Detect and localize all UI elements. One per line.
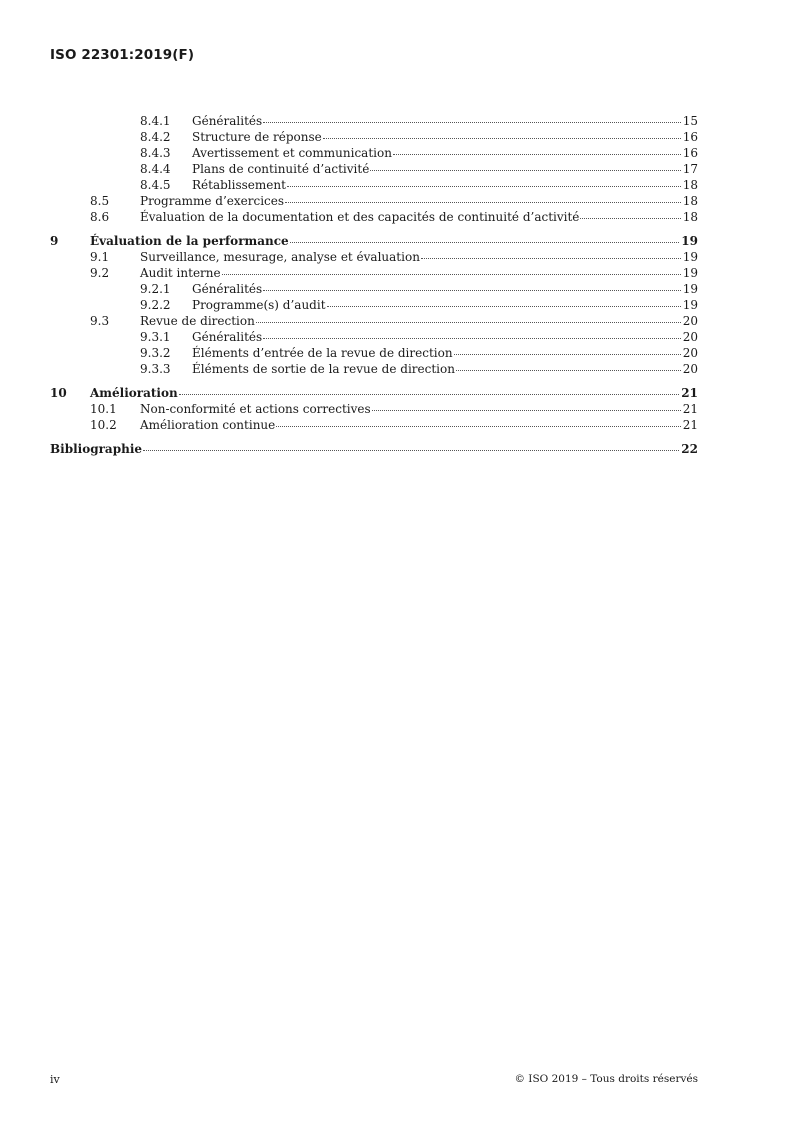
- toc-title: Surveillance, mesurage, analyse et évaluation: [140, 250, 420, 264]
- dot-leader: [263, 338, 681, 339]
- toc-entry-8-5[interactable]: [50, 193, 698, 209]
- toc-entry-8-6[interactable]: [50, 209, 698, 225]
- toc-title: Éléments de sortie de la revue de direction: [192, 362, 455, 376]
- toc-page: 17: [682, 162, 698, 176]
- toc-entry-8-4-4[interactable]: [50, 161, 698, 177]
- toc-number: 8.5: [90, 194, 110, 208]
- toc-title: Non-conformité et actions correctives: [140, 402, 371, 416]
- toc-number: 9: [50, 234, 59, 248]
- toc-title: Évaluation de la documentation et des capacités de continuité d’activité: [140, 210, 580, 224]
- toc-entry-8-4-3[interactable]: [50, 145, 698, 161]
- toc-page: 19: [682, 250, 698, 264]
- toc-number: 9.3: [90, 314, 110, 328]
- toc-number: 8.4.1: [140, 114, 171, 128]
- toc-number: 10.2: [90, 418, 117, 432]
- dot-leader: [372, 410, 681, 411]
- toc-entry-10-1[interactable]: [50, 401, 698, 417]
- toc-page: 19: [681, 234, 698, 248]
- dot-leader: [454, 354, 681, 355]
- toc-page: 20: [682, 330, 698, 344]
- toc-number: 9.3.2: [140, 346, 171, 360]
- toc-entry-10-2[interactable]: [50, 417, 698, 433]
- dot-leader: [323, 138, 681, 139]
- toc-number: 10: [50, 386, 67, 400]
- toc-number: 9.2: [90, 266, 110, 280]
- dot-leader: [143, 450, 679, 451]
- toc-entry-9-3-1[interactable]: [50, 329, 698, 345]
- toc-page: 20: [682, 346, 698, 360]
- toc-title: Évaluation de la performance: [90, 234, 289, 248]
- toc-entry-9-2-2[interactable]: [50, 297, 698, 313]
- toc-entry-8-4-5[interactable]: [50, 177, 698, 193]
- toc-entry-9-2-1[interactable]: [50, 281, 698, 297]
- toc-entry-8-4-2[interactable]: [50, 129, 698, 145]
- toc-title: Amélioration: [90, 386, 178, 400]
- toc-page: 18: [682, 178, 698, 192]
- toc-page: 15: [682, 114, 698, 128]
- dot-leader: [256, 322, 681, 323]
- dot-leader: [263, 122, 681, 123]
- toc-entry-9-3[interactable]: [50, 313, 698, 329]
- page-number: iv: [50, 1073, 60, 1086]
- table-of-contents: [50, 113, 698, 457]
- toc-page: 21: [682, 402, 698, 416]
- toc-number: 9.2.1: [140, 282, 171, 296]
- dot-leader: [276, 426, 680, 427]
- toc-title: Programme(s) d’audit: [192, 298, 326, 312]
- toc-title: Bibliographie: [50, 442, 143, 456]
- dot-leader: [421, 258, 681, 259]
- toc-page: 19: [682, 298, 698, 312]
- toc-page: 18: [682, 210, 698, 224]
- toc-entry-9-3-3[interactable]: [50, 361, 698, 377]
- toc-title: Généralités: [192, 330, 263, 344]
- dot-leader: [179, 394, 680, 395]
- toc-page: 19: [682, 266, 698, 280]
- toc-number: 10.1: [90, 402, 117, 416]
- toc-number: 9.3.1: [140, 330, 171, 344]
- toc-number: 8.4.5: [140, 178, 171, 192]
- dot-leader: [222, 274, 681, 275]
- toc-page: 19: [682, 282, 698, 296]
- toc-number: 8.4.3: [140, 146, 171, 160]
- toc-title: Éléments d’entrée de la revue de direction: [192, 346, 453, 360]
- toc-page: 16: [682, 130, 698, 144]
- toc-entry-9-2[interactable]: [50, 265, 698, 281]
- toc-page: 21: [681, 386, 698, 400]
- toc-entry-9[interactable]: [50, 233, 698, 249]
- toc-number: 8.4.2: [140, 130, 171, 144]
- toc-page: 18: [682, 194, 698, 208]
- toc-title: Rétablissement: [192, 178, 286, 192]
- toc-entry-10[interactable]: [50, 385, 698, 401]
- toc-entry-bibliographie[interactable]: [50, 441, 698, 457]
- dot-leader: [370, 170, 680, 171]
- toc-entry-8-4-1[interactable]: [50, 113, 698, 129]
- copyright-notice: © ISO 2019 – Tous droits réservés: [514, 1073, 698, 1085]
- toc-page: 20: [682, 362, 698, 376]
- dot-leader: [287, 186, 681, 187]
- toc-title: Généralités: [192, 282, 263, 296]
- dot-leader: [393, 154, 681, 155]
- toc-page: 22: [681, 442, 698, 456]
- toc-title: Amélioration continue: [140, 418, 276, 432]
- toc-page: 20: [682, 314, 698, 328]
- toc-title: Plans de continuité d’activité: [192, 162, 370, 176]
- document-id: ISO 22301:2019(F): [50, 47, 195, 63]
- toc-title: Programme d’exercices: [140, 194, 285, 208]
- toc-entry-9-1[interactable]: [50, 249, 698, 265]
- toc-number: 9.3.3: [140, 362, 171, 376]
- toc-number: 9.2.2: [140, 298, 171, 312]
- toc-title: Audit interne: [140, 266, 221, 280]
- toc-page: 16: [682, 146, 698, 160]
- toc-page: 21: [682, 418, 698, 432]
- toc-number: 8.6: [90, 210, 110, 224]
- dot-leader: [327, 306, 681, 307]
- dot-leader: [456, 370, 681, 371]
- toc-title: Structure de réponse: [192, 130, 322, 144]
- dot-leader: [290, 242, 680, 243]
- toc-number: 8.4.4: [140, 162, 171, 176]
- toc-title: Généralités: [192, 114, 263, 128]
- dot-leader: [263, 290, 681, 291]
- toc-number: 9.1: [90, 250, 110, 264]
- toc-title: Avertissement et communication: [192, 146, 392, 160]
- toc-title: Revue de direction: [140, 314, 255, 328]
- dot-leader: [285, 202, 681, 203]
- dot-leader: [580, 218, 680, 219]
- toc-entry-9-3-2[interactable]: [50, 345, 698, 361]
